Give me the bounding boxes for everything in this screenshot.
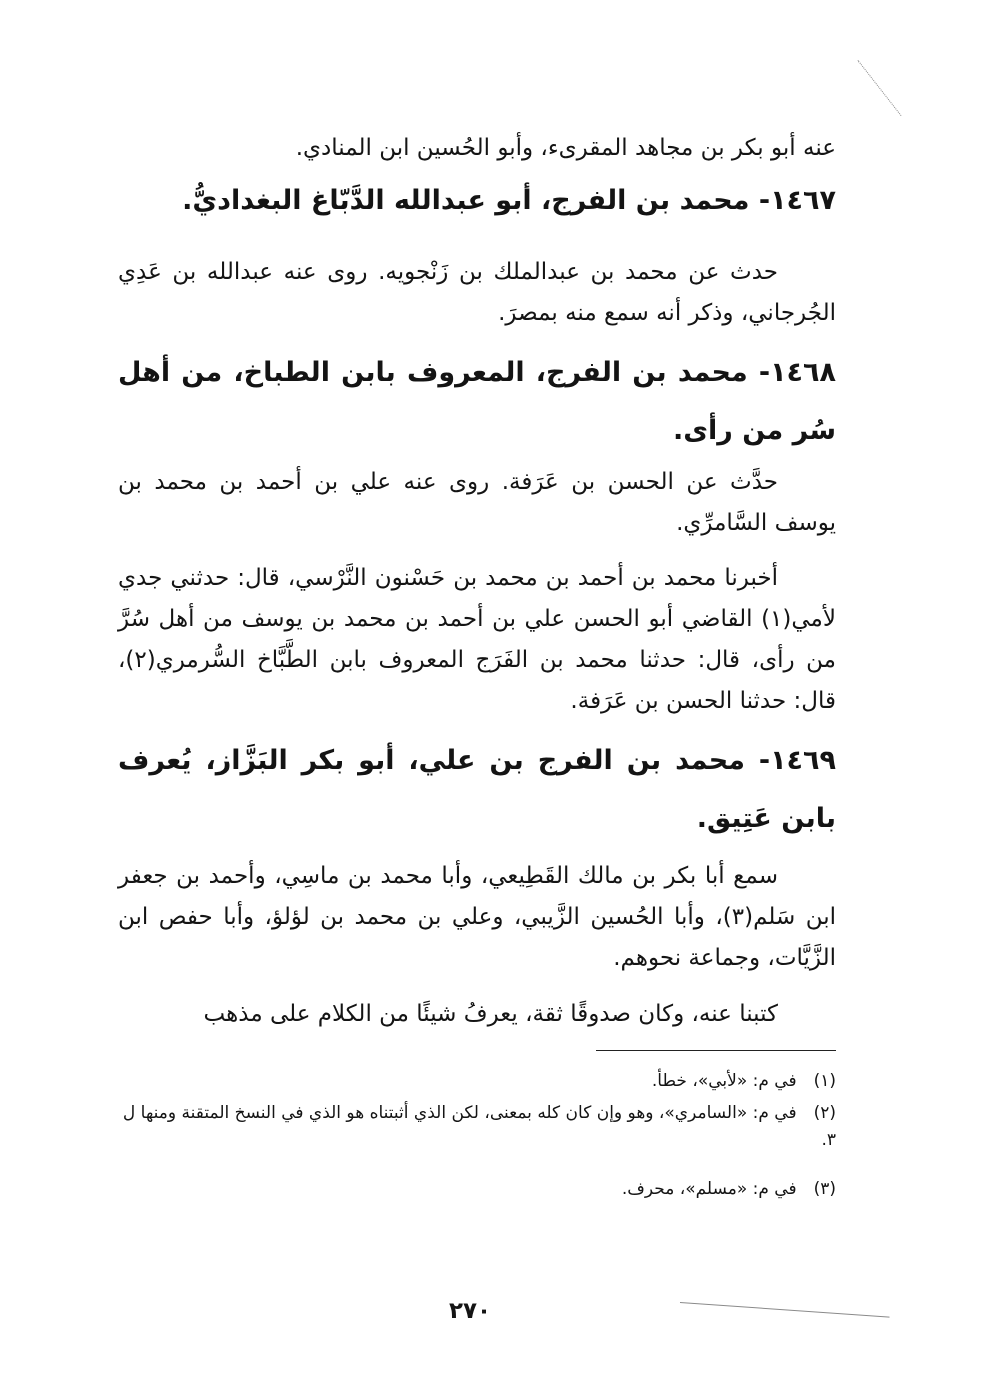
entry-heading-1467: ١٤٦٧- محمد بن الفرج، أبو عبدالله الدَّبّاغ البغداديُّ. (182, 185, 836, 216)
scan-artifact-line (680, 1302, 890, 1318)
footnote-marker: (٣) (813, 1179, 836, 1199)
scan-artifact-line (858, 60, 902, 116)
footnote-1 (118, 1068, 836, 1095)
footnote-text: في م: «مسلم»، محرف. (621, 1179, 797, 1199)
footnote-3 (118, 1176, 836, 1203)
paragraph-continuation: عنه أبو بكر بن مجاهد المقرىء، وأبو الحُسين ابن المنادي. (295, 135, 836, 161)
entry-heading-1468: ١٤٦٨- محمد بن الفرج، المعروف بابن الطباخ، من أهل سُر من رأى. (118, 357, 836, 446)
footnote-marker: (١) (813, 1071, 836, 1091)
footnote-text: في م: «السامري»، وهو وإن كان كله بمعنى، لكن الذي أثبتناه هو الذي في النسخ المتقنة ومنها ل ٣. (122, 1103, 836, 1150)
paragraph-1468-isnad: أخبرنا محمد بن أحمد بن محمد بن حَسْنون النَّرْسي، قال: حدثني جدي لأمي(١) القاضي أبو الحسن علي بن أحمد بن محمد بن يوسف من أهل سُرَّ من رأى، قال: حدثنا محمد بن الفَرَج المعروف بابن الطَّبَّاخ السُّرمري(٢)، قال: حدثنا الحسن بن عَرَفة. (118, 565, 836, 714)
footnote-text: في م: «لأبي»، خطأ. (651, 1071, 797, 1091)
footnote-marker: (٢) (813, 1103, 836, 1123)
page-number: ٢٧٠ (448, 1298, 492, 1324)
paragraph-1468-body: حدَّث عن الحسن بن عَرَفة. روى عنه علي بن أحمد بن محمد بن يوسف السَّامرِّي. (118, 469, 836, 536)
footnote-2 (118, 1100, 836, 1154)
paragraph-1467-body: حدث عن محمد بن عبدالملك بن زَنْجويه. روى عنه عبدالله بن عَدِي الجُرجاني، وذكر أنه سمع منه بمصرَ. (118, 259, 836, 326)
entry-heading-1469: ١٤٦٩- محمد بن الفرج بن علي، أبو بكر البَزَّاز، يُعرف بابن عَتِيق. (118, 745, 836, 834)
footnote-separator (596, 1050, 836, 1051)
paragraph-1469-grading: كتبنا عنه، وكان صدوقًا ثقة، يعرفُ شيئًا من الكلام على مذهب (203, 1001, 778, 1027)
paragraph-1469-body: سمع أبا بكر بن مالك القَطِيعي، وأبا محمد بن ماسِي، وأحمد بن جعفر ابن سَلم(٣)، وأبا الحُسين الزَّيبي، وعلي بن محمد بن لؤلؤ، وأبا حفص ابن الزَّيَّات، وجماعة نحوهم. (118, 863, 836, 971)
